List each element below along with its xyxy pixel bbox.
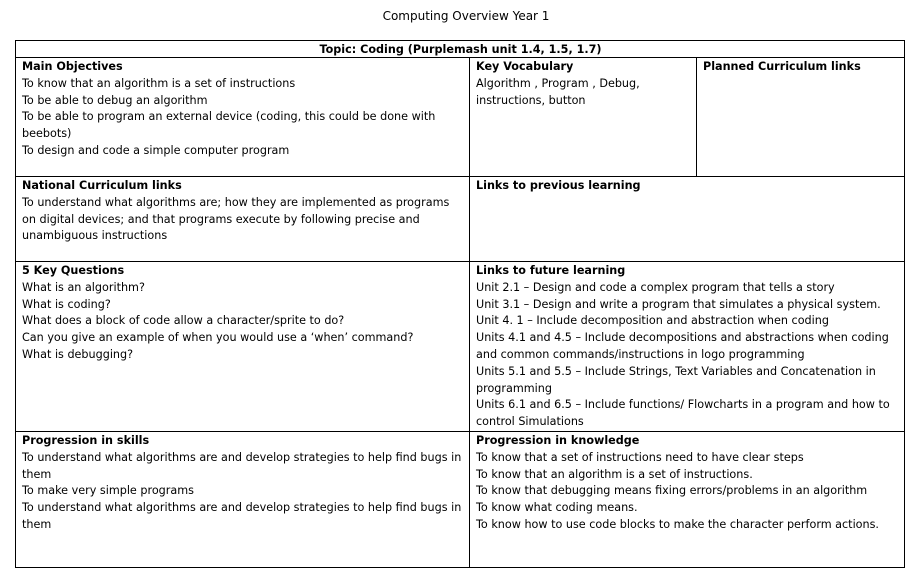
- main-objectives-cell: [16, 58, 470, 177]
- key-question-item: What is an algorithm?: [22, 280, 145, 294]
- previous-learning-heading: Links to previous learning: [476, 179, 641, 192]
- progression-knowledge-heading: Progression in knowledge: [476, 433, 640, 447]
- progression-knowledge-cell: [470, 431, 905, 567]
- progression-knowledge-item: To know that debugging means fixing errors/problems in an algorithm: [476, 484, 868, 498]
- progression-skill-item: To understand what algorithms are and develop strategies to help find bugs in them: [22, 501, 462, 531]
- planned-curriculum-cell: [697, 58, 905, 177]
- topic-row: [16, 41, 905, 58]
- curriculum-row: [16, 177, 905, 262]
- progression-knowledge-item: To know that an algorithm is a set of instructions.: [476, 467, 753, 481]
- progression-knowledge-item: To know how to use code blocks to make the character perform actions.: [476, 517, 879, 531]
- future-learning-item: Units 5.1 and 5.5 – Include Strings, Text Variables and Concatenation in programming: [476, 364, 876, 395]
- national-curriculum-cell: [16, 177, 470, 262]
- main-objective-item: To know that an algorithm is a set of instructions: [22, 76, 296, 90]
- progression-skill-item: To make very simple programs: [22, 484, 194, 498]
- planned-curriculum-heading: Planned Curriculum links: [703, 60, 861, 73]
- questions-row: [16, 262, 905, 432]
- key-question-item: What is debugging?: [22, 347, 134, 361]
- main-objective-item: To be able to program an external device (coding, this could be done with beebots): [22, 110, 436, 141]
- future-learning-item: Unit 2.1 – Design and code a complex program that tells a story: [476, 280, 835, 294]
- topic-heading: Topic: Coding (Purplemash unit 1.4, 1.5, 1.7): [16, 41, 905, 58]
- previous-learning-cell: [470, 177, 905, 262]
- future-learning-item: Units 4.1 and 4.5 – Include decompositions and abstractions when coding and common commands/instructions in logo programming: [476, 331, 889, 361]
- main-objective-item: To be able to debug an algorithm: [22, 93, 208, 107]
- key-vocabulary-cell: [470, 58, 697, 177]
- progression-skill-item: To understand what algorithms are and develop strategies to help find bugs in them: [22, 450, 462, 481]
- key-questions-cell: [16, 262, 470, 432]
- objectives-row: [16, 58, 905, 177]
- main-objective-item: To design and code a simple computer program: [22, 143, 290, 157]
- progression-skills-cell: [16, 431, 470, 567]
- main-objectives-heading: Main Objectives: [22, 60, 123, 73]
- key-question-item: What is coding?: [22, 297, 111, 311]
- document-title: Computing Overview Year 1: [382, 9, 550, 23]
- overview-table: [15, 40, 905, 568]
- progression-knowledge-item: To know what coding means.: [476, 501, 638, 515]
- key-question-item: Can you give an example of when you would use a ‘when’ command?: [22, 331, 414, 345]
- progression-skills-heading: Progression in skills: [22, 433, 150, 447]
- future-learning-item: Units 6.1 and 6.5 – Include functions/ Flowcharts in a program and how to control Simulations: [476, 398, 890, 429]
- progression-row: [16, 431, 905, 567]
- progression-knowledge-item: To know that a set of instructions need to have clear steps: [476, 450, 804, 464]
- future-learning-item: Unit 3.1 – Design and write a program that simulates a physical system.: [476, 297, 881, 311]
- future-learning-cell: [470, 262, 905, 432]
- key-questions-heading: 5 Key Questions: [22, 264, 125, 277]
- future-learning-heading: Links to future learning: [476, 264, 626, 277]
- key-vocabulary-heading: Key Vocabulary: [476, 60, 574, 73]
- national-curriculum-text: To understand what algorithms are; how they are implemented as programs on digital devices; and that programs execute by following precise and unambiguous instructions: [22, 195, 450, 243]
- national-curriculum-heading: National Curriculum links: [22, 179, 182, 192]
- key-vocabulary-text: Algorithm , Program , Debug, instructions, button: [476, 76, 640, 107]
- future-learning-item: Unit 4. 1 – Include decomposition and abstraction when coding: [476, 314, 829, 328]
- key-question-item: What does a block of code allow a character/sprite to do?: [22, 314, 345, 328]
